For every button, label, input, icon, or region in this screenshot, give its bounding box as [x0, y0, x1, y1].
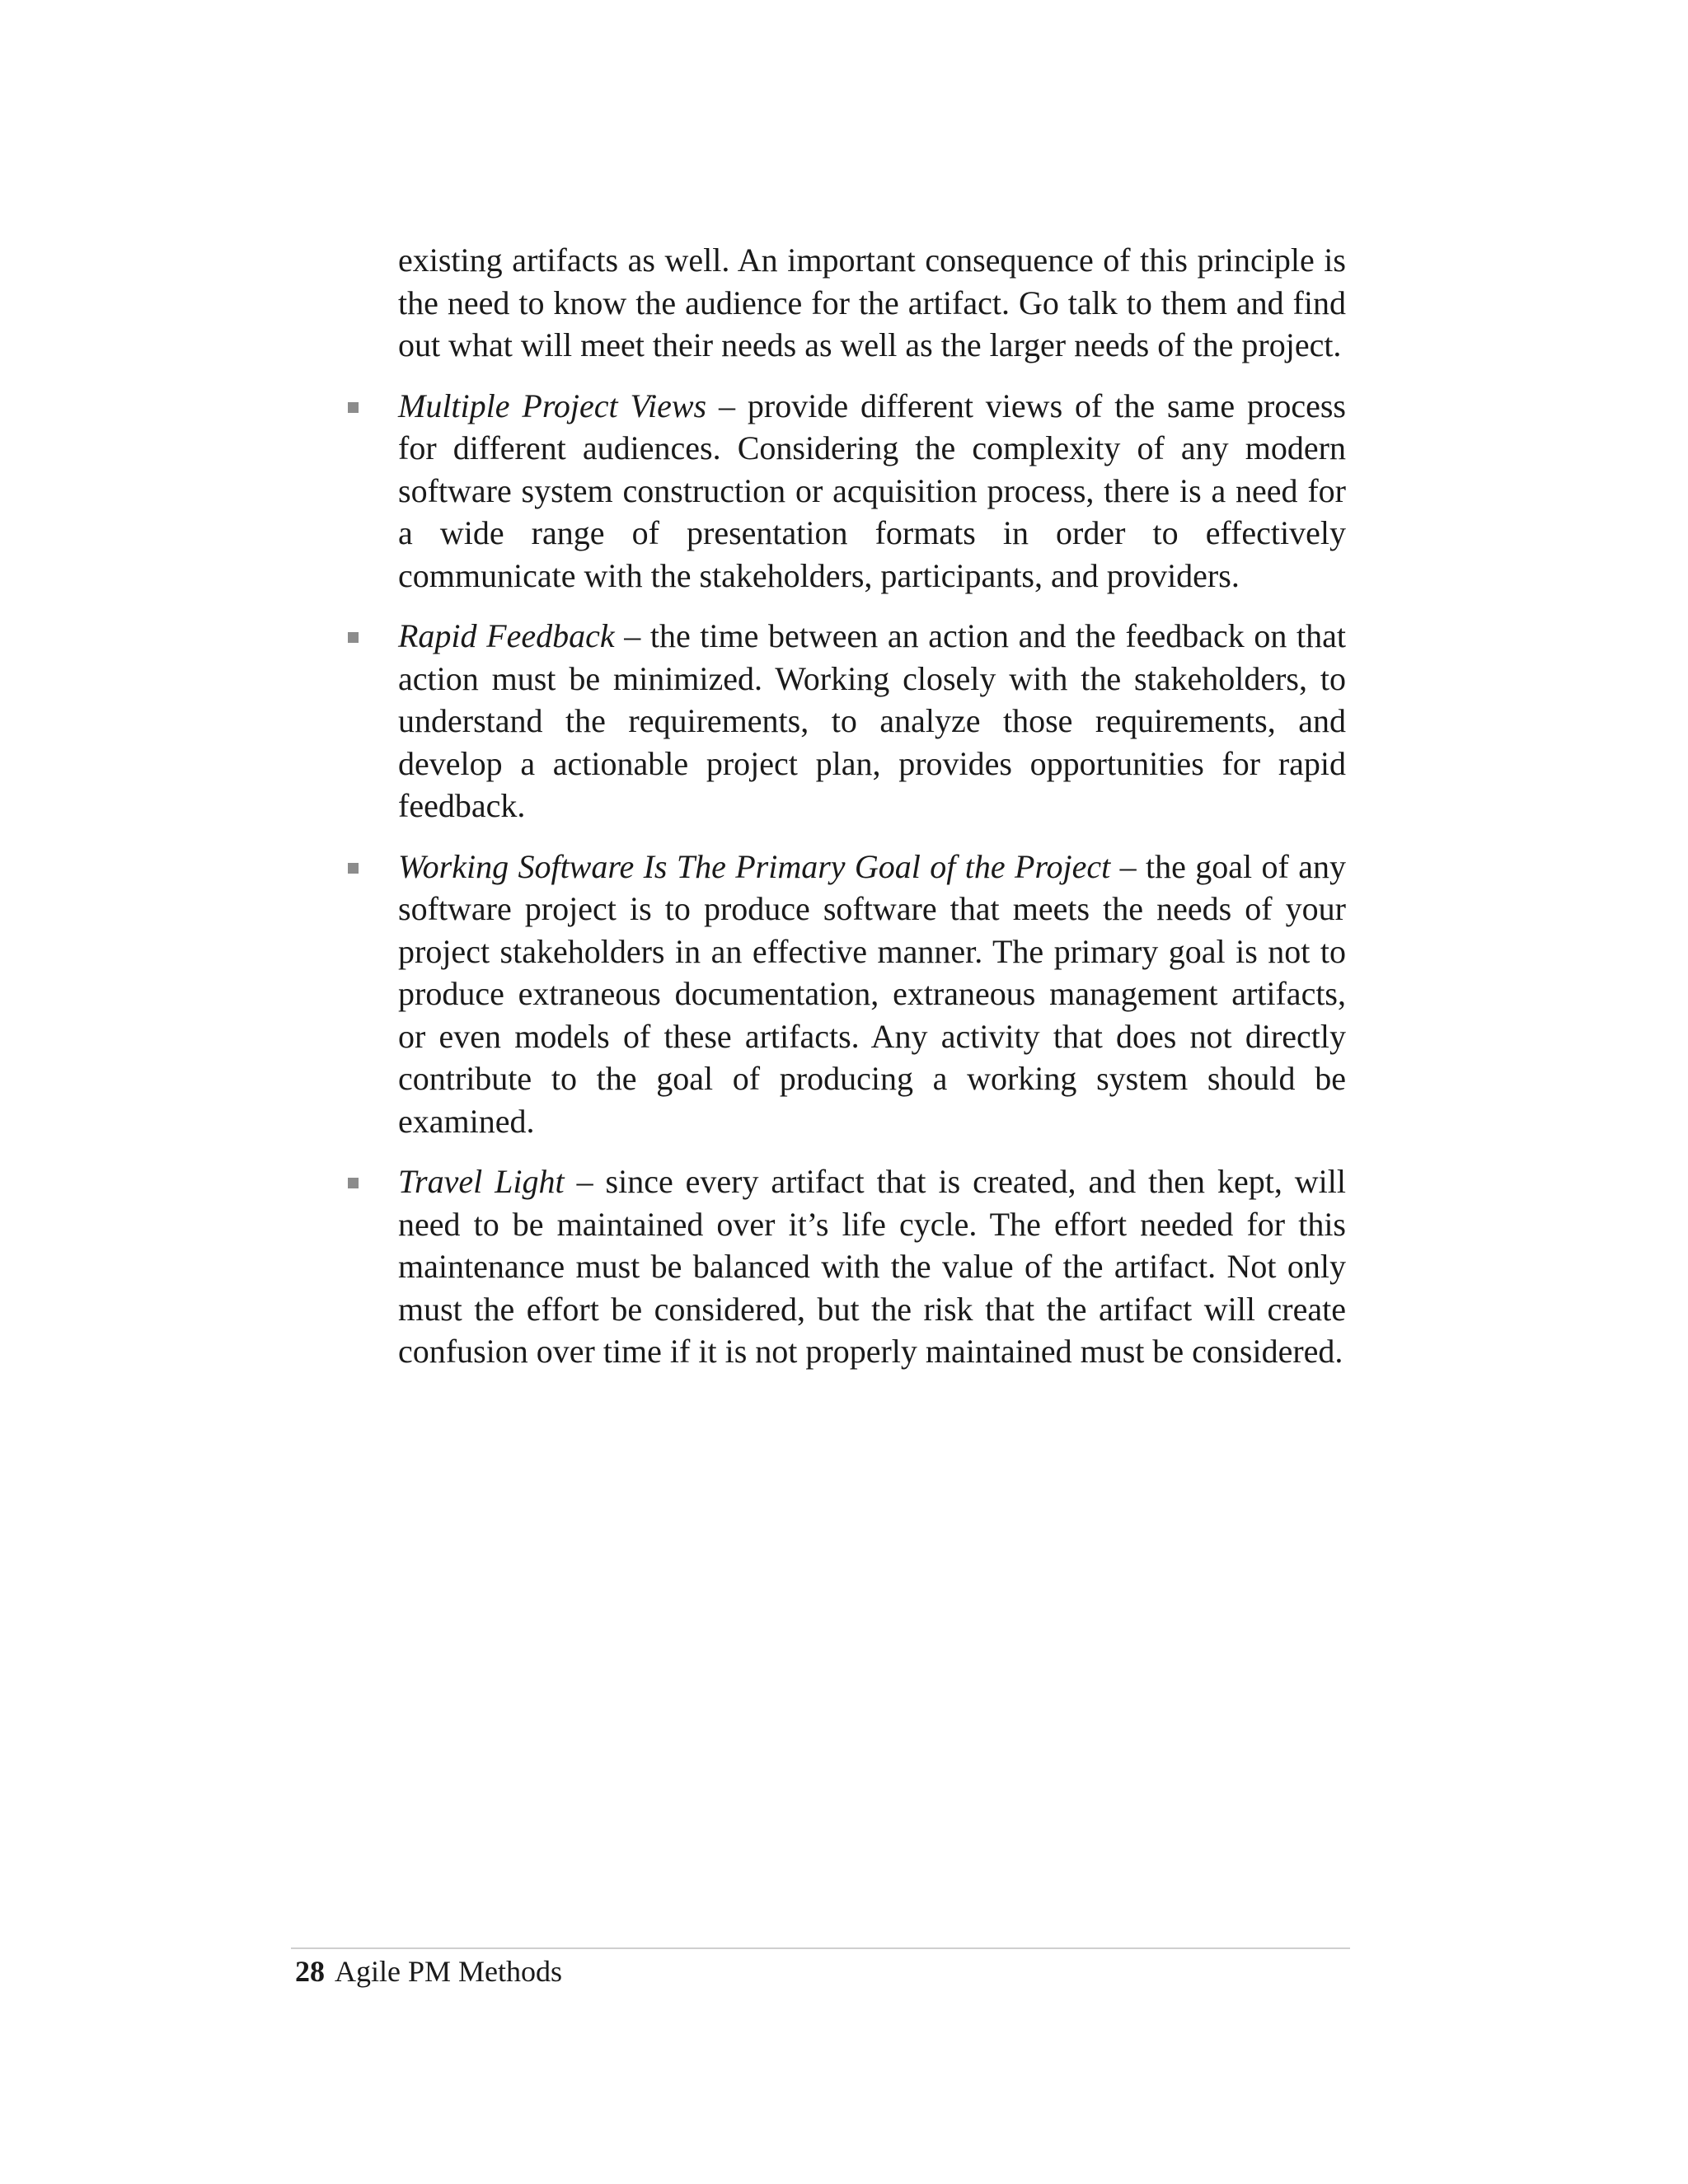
- bullet-paragraph: [398, 385, 1346, 598]
- bullet-item-multiple-project-views: [398, 385, 1346, 598]
- page-footer: [295, 1953, 562, 1990]
- bullet-text: – since every artifact that is created, and then kept, will need to be maintained over it’s life cycle. The effort needed for this maintenance must be balanced with the value of the artifact. Not only must the effort be considered, but the risk that the artifact will create confusion over time if it is not properly maintained must be considered.: [398, 1163, 1346, 1370]
- bullet-item-travel-light: [398, 1160, 1346, 1373]
- bullet-item-rapid-feedback: [398, 615, 1346, 827]
- square-bullet-icon: [348, 402, 359, 413]
- bullet-term: Travel Light: [398, 1163, 565, 1200]
- square-bullet-icon: [348, 1178, 359, 1188]
- intro-paragraph: existing artifacts as well. An important consequence of this principle is the need to know the audience for the artifact. Go talk to them and find out what will meet their needs as well as the larger needs of the project.: [398, 241, 1346, 363]
- bullet-paragraph: [398, 846, 1346, 1143]
- bullet-term: Multiple Project Views: [398, 387, 707, 424]
- bullet-text: – provide different views of the same process for different audiences. Considering the complexity of any modern software system construction or acquisition process, there is a need for a wide range of presentation formats in order to effectively communicate with the stakeholders, participants, and providers.: [398, 387, 1346, 594]
- running-title: Agile PM Methods: [335, 1955, 563, 1988]
- footer-divider: [291, 1947, 1350, 1949]
- bullet-paragraph: [398, 1160, 1346, 1373]
- page-number: 28: [295, 1955, 325, 1988]
- bullet-item-working-software: [398, 846, 1346, 1143]
- bullet-term: Working Software Is The Primary Goal of the Project: [398, 847, 1111, 885]
- bullet-term: Rapid Feedback: [398, 617, 615, 654]
- bullet-text: – the goal of any software project is to produce software that meets the needs of your project stakeholders in an effective manner. The primary goal is not to produce extraneous documentation, extraneous management artifacts, or even models of these artifacts. Any activity that does not directly contribute to the goal of producing a working system should be examined.: [398, 847, 1346, 1140]
- body-text: [398, 239, 1346, 1391]
- bullet-paragraph: [398, 615, 1346, 827]
- square-bullet-icon: [348, 632, 359, 643]
- square-bullet-icon: [348, 863, 359, 874]
- bullet-text: – the time between an action and the feedback on that action must be minimized. Working closely with the stakeholders, to understand the requirements, to analyze those requirements, and develop a actionable project plan, provides opportunities for rapid feedback.: [398, 617, 1346, 824]
